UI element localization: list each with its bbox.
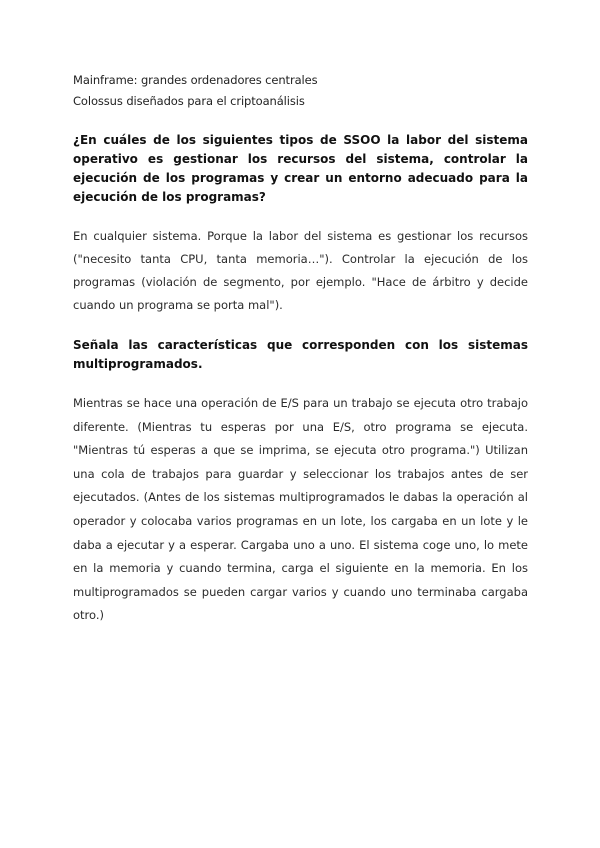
- intro-line-mainframe: Mainframe: grandes ordenadores centrales: [73, 73, 318, 87]
- intro-line-colossus: Colossus diseñados para el criptoanálisis: [73, 94, 305, 108]
- answer-1: En cualquier sistema. Porque la labor del sistema es gestionar los recursos ("necesito tanta CPU, tanta memoria…"). Controlar la ejecución de los programas (violación de segmento, por ejemplo. "Hace de árbitro y decide cuando un programa se porta mal").: [73, 229, 528, 312]
- question-2: Señala las características que corresponden con los sistemas multiprogramados.: [73, 338, 528, 371]
- document-page: [73, 70, 528, 647]
- intro-block: [73, 70, 528, 112]
- answer-2: Mientras se hace una operación de E/S para un trabajo se ejecuta otro trabajo diferente. (Mientras tu esperas por una E/S, otro programa se ejecuta. "Mientras tú esperas a que se imprima, se ejecuta otro programa.") Utilizan una cola de trabajos para guardar y seleccionar los trabajos antes de ser ejecutados. (Antes de los sistemas multiprogramados le dabas la operación al operador y colocaba varios programas en un lote, los cargaba en un lote y le daba a ejecutar y a esperar. Cargaba uno a uno. El sistema coge uno, lo mete en la memoria y cuando termina, carga el siguiente en la memoria. En los multiprogramados se pueden cargar varios y cuando uno terminaba cargaba otro.): [73, 396, 528, 623]
- question-1: ¿En cuáles de los siguientes tipos de SSOO la labor del sistema operativo es gestionar los recursos del sistema, controlar la ejecución de los programas y crear un entorno adecuado para la ejecución de los programas?: [73, 133, 528, 204]
